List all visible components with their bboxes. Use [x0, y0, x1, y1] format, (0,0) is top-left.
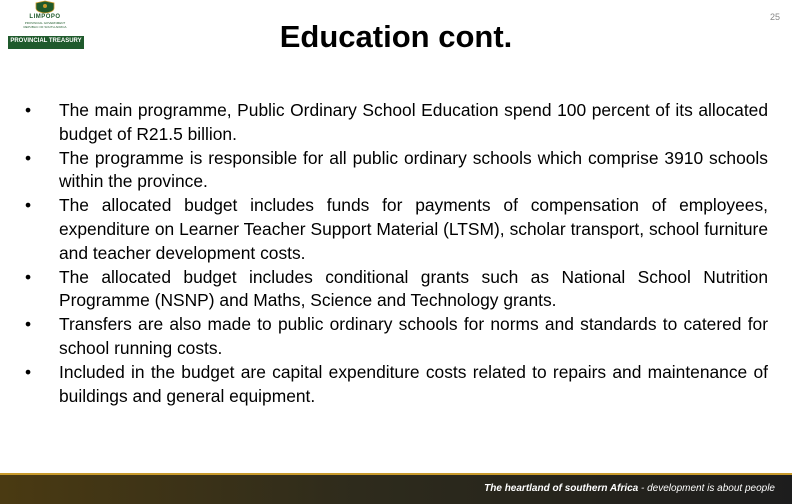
- page-number: 25: [769, 12, 780, 22]
- bullet-list: [22, 99, 768, 408]
- bullet-text: Included in the budget are capital expenditure costs related to repairs and maintenance of buildings and general equipment.: [59, 361, 768, 406]
- footer-banner: [0, 473, 792, 504]
- bullet-text: The allocated budget includes conditional grants such as National School Nutrition Programme (NSNP) and Maths, Science and Technology grants.: [59, 266, 768, 311]
- bullet-item: [22, 361, 768, 409]
- footer-tagline: [484, 483, 775, 494]
- slide-title: Education cont.: [279, 19, 513, 54]
- coat-of-arms-icon: [30, 0, 60, 14]
- logo-department: PROVINCIAL TREASURY: [10, 38, 82, 44]
- bullet-text: The programme is responsible for all public ordinary schools which comprise 3910 schools within the province.: [59, 147, 768, 192]
- logo-name: LIMPOPO: [29, 14, 61, 20]
- bullet-item: [22, 266, 768, 314]
- bullet-icon: •: [25, 314, 32, 335]
- logo-subtitle: PROVINCIAL GOVERNMENT REPUBLIC OF SOUTH AFRICA: [23, 21, 67, 29]
- bullet-item: [22, 147, 768, 195]
- bullet-icon: •: [25, 361, 32, 382]
- footer-tagline-rest: - development is about people: [638, 483, 775, 494]
- footer-accent-line: [0, 473, 792, 475]
- bullet-icon: •: [25, 266, 32, 287]
- bullet-icon: •: [25, 147, 32, 168]
- bullet-item: [22, 99, 768, 147]
- bullet-icon: •: [25, 100, 32, 120]
- bullet-text: The allocated budget includes funds for payments of compensation of employees, expenditure on Learner Teacher Support Material (LTSM), scholar transport, school furniture and teacher development costs.: [59, 195, 768, 263]
- bullet-text: Transfers are also made to public ordinary schools for norms and standards to catered for school running costs.: [59, 314, 768, 358]
- bullet-icon: •: [25, 195, 32, 216]
- footer-tagline-bold: The heartland of southern Africa: [484, 483, 639, 494]
- bullet-text: The main programme, Public Ordinary School Education spend 100 percent of its allocated budget of R21.5 billion.: [59, 100, 768, 144]
- bullet-item: [22, 194, 768, 265]
- bullet-item: [22, 313, 768, 361]
